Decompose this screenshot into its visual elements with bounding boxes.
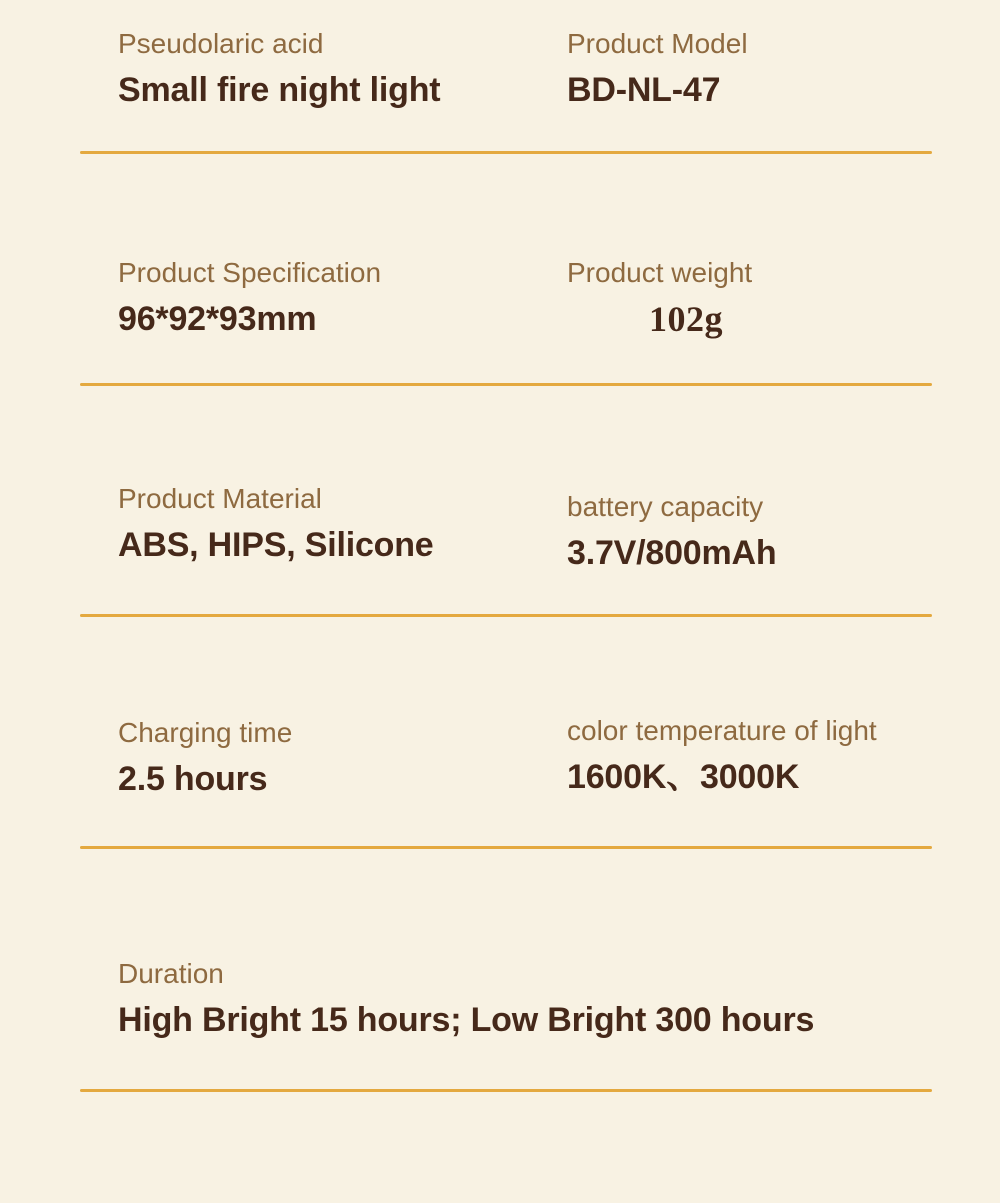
product-specification-cell — [118, 255, 381, 341]
charging-time-cell — [118, 715, 292, 801]
section-divider — [80, 846, 932, 849]
section-divider — [80, 151, 932, 154]
product-name-label: Pseudolaric acid — [118, 28, 324, 59]
product-material-value: ABS, HIPS, Silicone — [118, 526, 434, 564]
battery-capacity-cell — [567, 489, 776, 575]
section-divider — [80, 614, 932, 617]
battery-capacity-label: battery capacity — [567, 491, 764, 522]
color-temperature-value: 1600K、3000K — [567, 758, 800, 796]
product-name-value: Small fire night light — [118, 71, 441, 109]
product-specification-value: 96*92*93mm — [118, 300, 317, 338]
color-temperature-cell — [567, 713, 877, 799]
duration-cell — [118, 956, 814, 1042]
product-material-cell — [118, 481, 434, 567]
section-divider — [80, 1089, 932, 1092]
charging-time-label: Charging time — [118, 717, 293, 748]
section-divider — [80, 383, 932, 386]
product-weight-cell — [567, 255, 752, 341]
charging-time-value: 2.5 hours — [118, 760, 268, 798]
duration-label: Duration — [118, 958, 224, 989]
product-weight-label: Product weight — [567, 257, 753, 288]
product-name-cell — [118, 26, 440, 112]
battery-capacity-value: 3.7V/800mAh — [567, 534, 777, 572]
product-weight-value: 102g — [649, 299, 723, 339]
product-model-value: BD-NL-47 — [567, 71, 721, 109]
duration-value: High Bright 15 hours; Low Bright 300 hours — [118, 1001, 815, 1039]
color-temperature-label: color temperature of light — [567, 715, 877, 746]
product-model-cell — [567, 26, 748, 112]
product-specification-label: Product Specification — [118, 257, 382, 288]
product-material-label: Product Material — [118, 483, 322, 514]
product-model-label: Product Model — [567, 28, 748, 59]
